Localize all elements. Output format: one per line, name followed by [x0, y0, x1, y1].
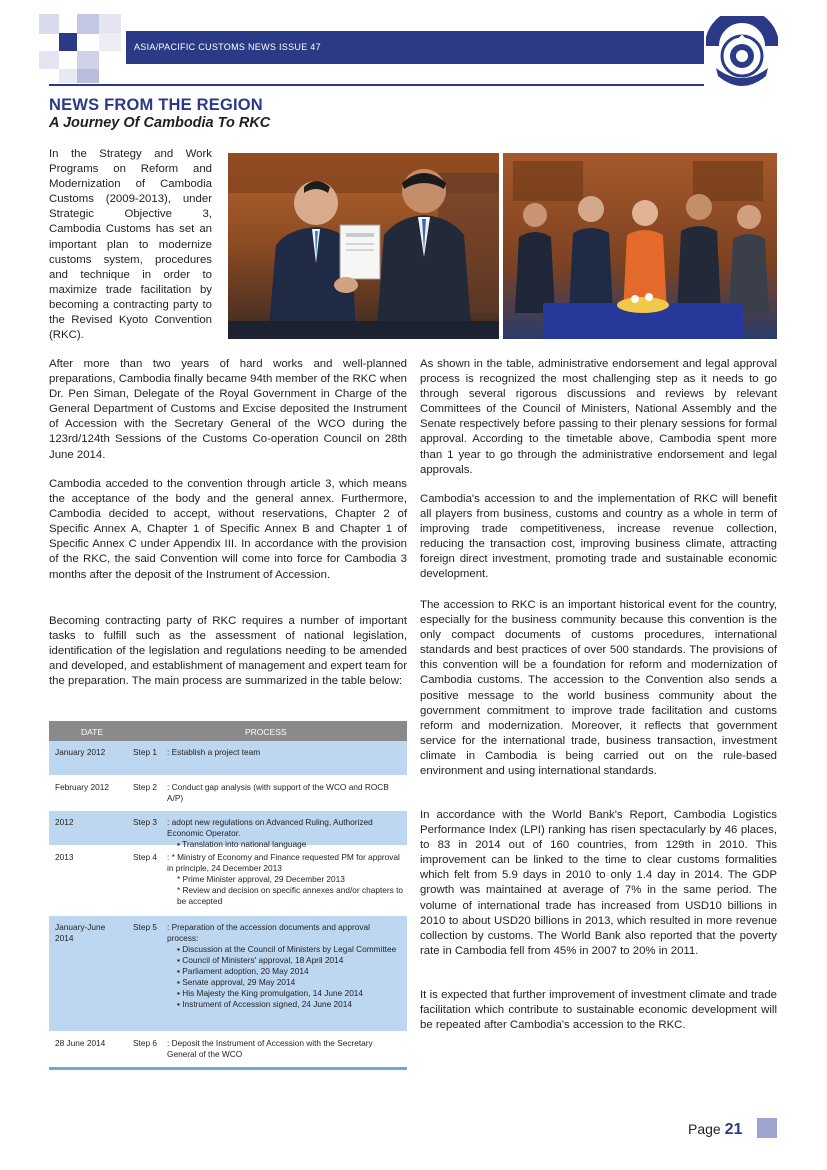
row-step: Step 5 [133, 922, 157, 932]
issue-label: ASIA/PACIFIC CUSTOMS NEWS ISSUE 47 [134, 42, 321, 52]
row-step: Step 3 [133, 817, 157, 827]
row-date: February 2012 [55, 782, 109, 792]
row-date: 2013 [55, 852, 74, 862]
header-square-deco [77, 69, 99, 83]
header-square-deco [39, 14, 59, 34]
page-label: Page [688, 1121, 721, 1137]
body-paragraph: Cambodia's accession to and the implementation of RKC will benefit all players from business, customs and country as a whole in term of improving trade competitiveness, increase revenue collection, reducing the transaction cost, improving business climate, attracting foreign direct investment, promoting trade and sustainable economic development. [420, 493, 777, 581]
row-date: 2012 [55, 817, 74, 827]
header-square-deco [59, 69, 77, 83]
table-row [49, 1032, 407, 1067]
header-square-deco [77, 14, 99, 34]
photo-handshake [228, 153, 499, 339]
row-process [167, 922, 403, 1010]
row-date: January 2012 [55, 747, 106, 757]
body-paragraph: It is expected that further improvement of investment climate and trade facilitation which contribute to sustainable economic development will be repeated after Cambodia's accession to the RKC. [420, 989, 777, 1032]
body-paragraph: In accordance with the World Bank's Report, Cambodia Logistics Performance Index (LPI) ranking has risen spectacularly by 46 places, to 83 in 2014 out of 160 countries, from 129th in 2010. This improvement can be linked to the time to clear customs formalities which felt from 5.9 days in 2010 to only 1.4 day in 2014. The GDP growth was maintained at average of 7% in the same period. The volume of international trade has increased from USD10 billions in 2010 to about USD20 billions in 2013, which resulted in more revenue collection by customs. The World Bank also reported that the poverty rate in Cambodia fell from 45% in 2007 to 20% in 2011. [420, 809, 777, 957]
issue-banner [126, 31, 704, 64]
intro-paragraph: In the Strategy and Work Programs on Reform and Modernization of Cambodia Customs (2009-2013), under Strategic Objective 3, Cambodia Customs has set an important plan to modernize customs system, procedures and technique in order to maximize trade facilitation by becoming a contracting party to the Revised Kyoto Convention (RKC). [49, 148, 212, 342]
accession-process-table [49, 721, 407, 1070]
body-paragraph: Cambodia acceded to the convention through article 3, which means the acceptance of the body and the general annex. Furthermore, Cambodia decided to accept, without reservations, Chapter 2 of Specific Annex A, Chapter 1 of Specific Annex B and Chapter 1 of Specific Annex C under Appendix III. In accordance with the provision of the RKC, the said Convention will come into force for Cambodia 3 months after the deposit of the Instrument of Accession. [49, 478, 407, 581]
header-square-deco [99, 33, 121, 51]
article-title: A Journey Of Cambodia To RKC [49, 115, 271, 131]
wco-asia-pacific-logo [706, 16, 778, 96]
page-number [688, 1121, 742, 1139]
process-description: : Preparation of the accession documents and approval process: [167, 922, 370, 943]
row-date: 28 June 2014 [55, 1038, 106, 1048]
process-description: : Establish a project team [167, 747, 261, 757]
row-process [167, 782, 403, 804]
table-footer-rule [49, 1067, 407, 1070]
body-paragraph: Becoming contracting party of RKC requires a number of important tasks to fulfill such as the assessment of national legislation, identification of the legislation and regulations needing to be amended and developed, and establishment of management and expert team for the preparation. The main process are summarized in the table below: [49, 615, 407, 688]
row-step: Step 4 [133, 852, 157, 862]
body-paragraph: The accession to RKC is an important historical event for the country, especially for the business community because this convention is the only compact documents of customs procedures, international standards and best practices of over 500 standards. The provisions of this convention will be a foundation for reform and modernization of Cambodia customs. The accession to the Convention also sends a positive message to the world business community about the government commitment to improve trade facilitation and customs reform and modernization. Moreover, it reflects that government service for the international trade, business transaction, investment climate in Cambodia is being carried out on the rule-based environment and using international standards. [420, 599, 777, 778]
process-description: : adopt new regulations on Advanced Ruling, Authorized Economic Operator. [167, 817, 373, 838]
table-row [49, 811, 407, 849]
process-sub-item: ▪ Instrument of Accession signed, 24 June 2014 [177, 999, 352, 1009]
table-row [49, 846, 407, 916]
process-sub-item: ▪ Parliament adoption, 20 May 2014 [177, 966, 309, 976]
process-sub-item: * Review and decision on specific annexes and/or chapters to be accepted [177, 885, 403, 906]
page-corner-square [757, 1118, 777, 1138]
process-description: : Conduct gap analysis (with support of the WCO and ROCB A/P) [167, 782, 389, 803]
process-description: : * Ministry of Economy and Finance requested PM for approval in principle, 24 December 2013 [167, 852, 400, 873]
header-square-deco [59, 33, 77, 51]
header-process: PROCESS [245, 727, 287, 737]
header-square-deco [77, 51, 99, 69]
process-sub-item: ▪ Discussion at the Council of Ministers by Legal Committee [177, 944, 397, 954]
row-date: January-June 2014 [55, 922, 106, 943]
row-step: Step 1 [133, 747, 157, 757]
body-paragraph: After more than two years of hard works and well-planned preparations, Cambodia finally became 94th member of the RKC when Dr. Pen Siman, Delegate of the Royal Government in Charge of the General Department of Customs and Excise deposited the Instrument of Accession with the Secretary General of the WCO during the 123rd/124th Sessions of the Customs Co-operation Council on 28th June 2014. [49, 358, 407, 461]
body-paragraph: As shown in the table, administrative endorsement and legal approval process is recognized the most challenging step as it needs to go through several rigorous discussions and reviews by relevant Committees of the Council of Ministers, National Assembly and the Senate respectively before passing to their plenary sessions for formal approval. According to the timetable above, Cambodia spent more than 1 year to go through the administrative endorsement and legal approvals. [420, 358, 777, 476]
page-number-value: 21 [724, 1121, 743, 1138]
header-divider [49, 84, 704, 86]
row-step: Step 6 [133, 1038, 157, 1048]
process-sub-item: * Prime Minister approval, 29 December 2013 [177, 874, 345, 884]
process-description: : Deposit the Instrument of Accession with the Secretary General of the WCO [167, 1038, 373, 1059]
header-square-deco [99, 14, 121, 34]
process-sub-item: ▪ Council of Ministers' approval, 18 April 2014 [177, 955, 344, 965]
table-row [49, 741, 407, 776]
process-sub-item: ▪ Translation into national language [177, 839, 307, 849]
header-square-deco [39, 51, 59, 69]
section-heading: NEWS FROM THE REGION [49, 96, 263, 114]
row-process [167, 852, 403, 907]
process-sub-item: ▪ Senate approval, 29 May 2014 [177, 977, 296, 987]
table-header [49, 721, 407, 741]
process-sub-item: ▪ His Majesty the King promulgation, 14 June 2014 [177, 988, 364, 998]
photo-delegation-group [503, 153, 777, 339]
row-process [167, 1038, 403, 1060]
header-date: DATE [81, 727, 104, 737]
row-process [167, 747, 403, 758]
table-row [49, 776, 407, 811]
table-row [49, 916, 407, 1032]
row-step: Step 2 [133, 782, 157, 792]
